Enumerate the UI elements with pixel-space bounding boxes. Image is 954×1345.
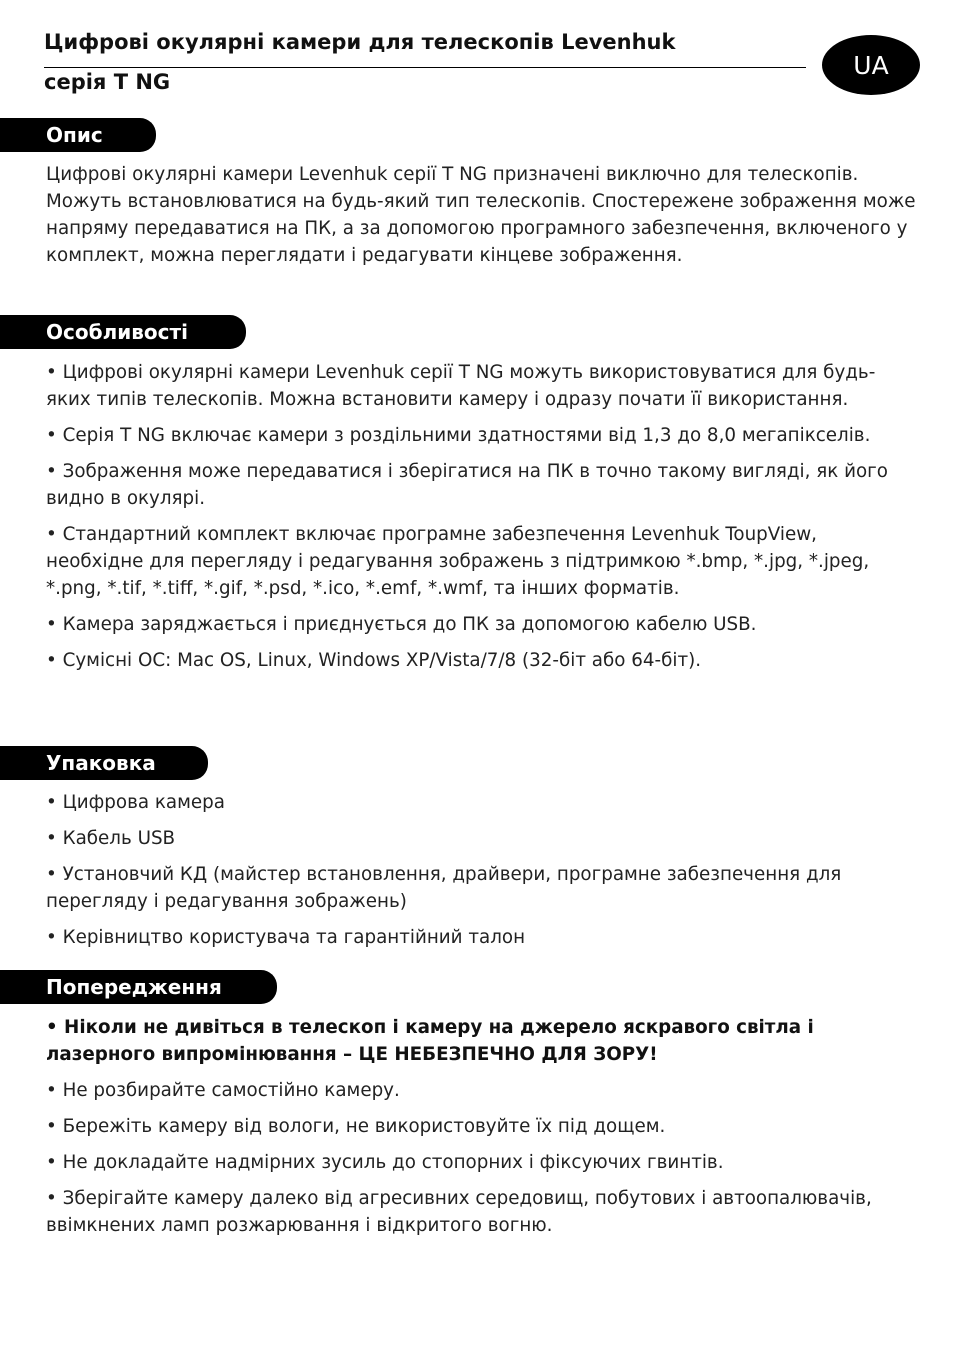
- list-item: • Цифрова камера: [46, 792, 225, 813]
- list-item: • Зображення може передаватися і зберігатися на ПК в точно такому вигляді, як його видно в окулярі.: [46, 461, 888, 509]
- description-paragraph: Цифрові окулярні камери Levenhuk серії T NG призначені виключно для телескопів. Можуть встановлюватися на будь-який тип телескопів. Спостережене зображення може напряму передаватися на ПК, а за допомогою програмного забезпечення, включеного у комплект, можна переглядати і редагувати кінцеве зображення.: [46, 164, 916, 266]
- package-list: [46, 789, 916, 960]
- list-item: • Зберігайте камеру далеко від агресивних середовищ, побутових і автоопалювачів, ввімкнених ламп розжарювання і відкритого вогню.: [46, 1188, 872, 1236]
- list-item: • Не розбирайте самостійно камеру.: [46, 1080, 400, 1101]
- list-item: • Камера заряджається і приєднується до ПК за допомогою кабелю USB.: [46, 614, 757, 635]
- features-list: [46, 359, 916, 683]
- document-subtitle: серія T NG: [44, 70, 171, 94]
- list-item: • Цифрові окулярні камери Levenhuk серії T NG можуть використовуватися для будь-яких типів телескопів. Можна встановити камеру і одразу почати її використання.: [46, 362, 876, 410]
- list-item: • Кабель USB: [46, 828, 176, 849]
- list-item: • Керівництво користувача та гарантійний талон: [46, 927, 526, 948]
- warning-item-critical: • Ніколи не дивіться в телескоп і камеру на джерело яскравого світла і лазерного випромінювання – ЦЕ НЕБЕЗПЕЧНО ДЛЯ ЗОРУ!: [46, 1017, 814, 1065]
- section-heading-features: Особливості: [0, 315, 246, 349]
- language-badge: UA: [822, 35, 920, 95]
- list-item: • Не докладайте надмірних зусиль до стопорних і фіксуючих гвинтів.: [46, 1152, 724, 1173]
- section-heading-description: Опис: [0, 118, 156, 152]
- list-item: • Установчий КД (майстер встановлення, драйвери, програмне забезпечення для перегляду і редагування зображень): [46, 864, 842, 912]
- list-item: • Бережіть камеру від вологи, не використовуйте їх під дощем.: [46, 1116, 666, 1137]
- document-title: Цифрові окулярні камери для телескопів Levenhuk: [44, 30, 676, 54]
- section-heading-warnings: Попередження: [0, 970, 277, 1004]
- list-item: • Серія T NG включає камери з роздільними здатностями від 1,3 до 8,0 мегапікселів.: [46, 425, 871, 446]
- section-heading-package: Упаковка: [0, 746, 208, 780]
- list-item: • Стандартний комплект включає програмне забезпечення Levenhuk ToupView, необхідне для перегляду і редагування зображень з підтримкою *.bmp, *.jpg, *.jpeg, *.png, *.tif, *.tiff, *.gif, *.psd, *.ico, *.emf, *.wmf, та інших форматів.: [46, 524, 870, 599]
- list-item: • Сумісні ОС: Mac OS, Linux, Windows XP/Vista/7/8 (32-біт або 64-біт).: [46, 650, 702, 671]
- title-divider: [44, 67, 806, 68]
- warnings-list: [46, 1014, 916, 1248]
